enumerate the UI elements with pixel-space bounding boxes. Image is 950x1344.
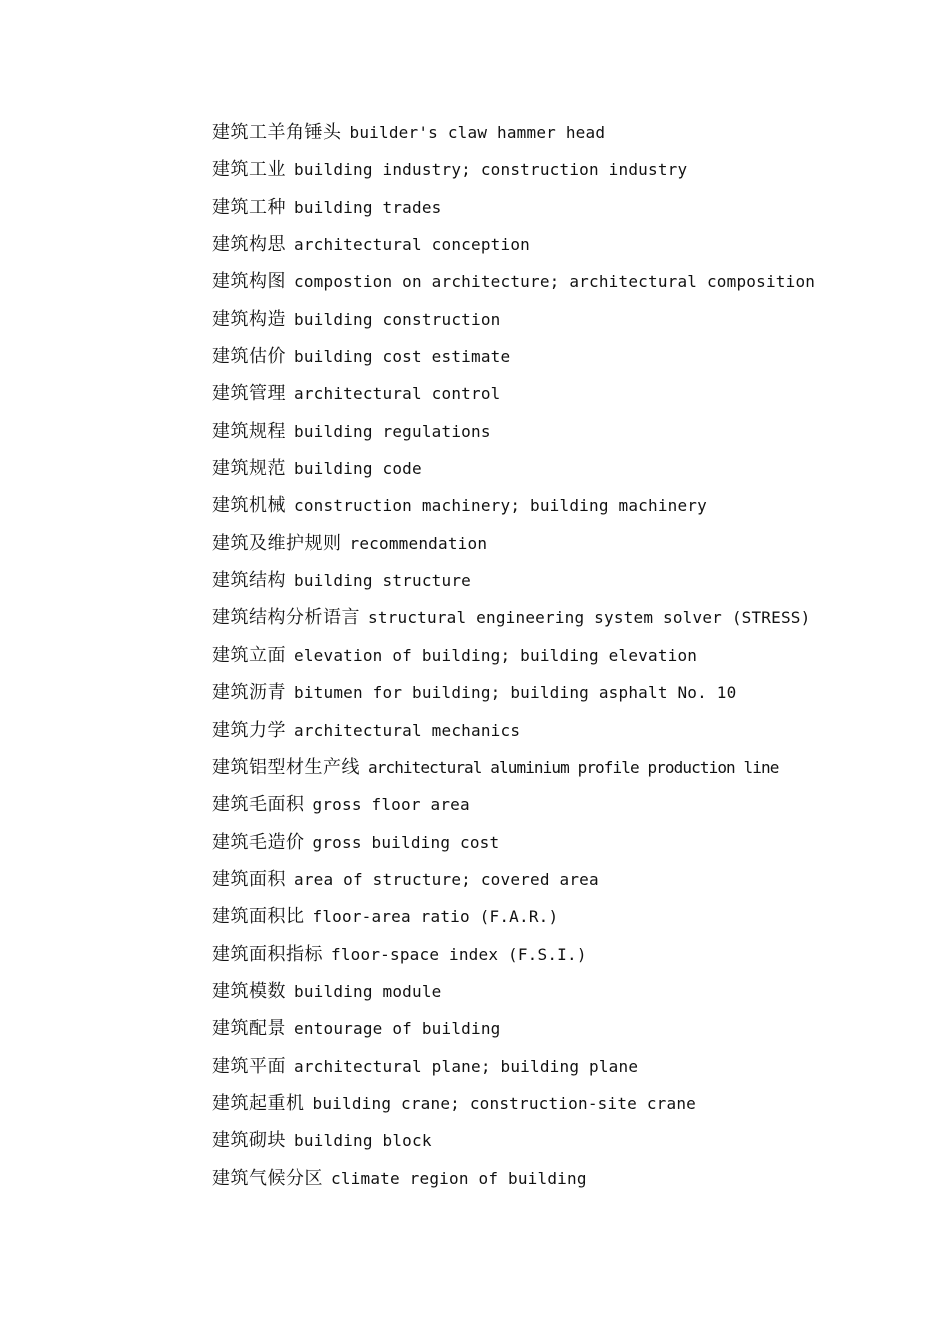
glossary-entry xyxy=(212,1085,912,1122)
term-english: building industry; construction industry xyxy=(294,160,688,180)
glossary-entry xyxy=(212,450,912,487)
term-chinese: 建筑面积指标 xyxy=(212,943,323,965)
glossary-entry xyxy=(212,1010,912,1047)
glossary-page xyxy=(212,114,912,1197)
term-english: building module xyxy=(294,981,442,1001)
term-english: building trades xyxy=(294,197,442,217)
term-english: construction machinery; building machinery xyxy=(294,496,707,516)
glossary-entry xyxy=(212,525,912,562)
glossary-entry xyxy=(212,898,912,935)
term-english: building cost estimate xyxy=(294,347,511,367)
glossary-entry xyxy=(212,263,912,300)
term-english: gross floor area xyxy=(312,795,470,815)
term-chinese: 建筑构图 xyxy=(212,271,286,293)
term-chinese: 建筑立面 xyxy=(212,644,286,666)
glossary-entry xyxy=(212,599,912,636)
term-english: recommendation xyxy=(349,533,488,553)
term-chinese: 建筑砌块 xyxy=(212,1130,286,1152)
term-chinese: 建筑结构 xyxy=(212,570,286,592)
term-chinese: 建筑估价 xyxy=(212,346,286,368)
term-chinese: 建筑平面 xyxy=(212,1055,286,1077)
term-chinese: 建筑铝型材生产线 xyxy=(212,756,360,778)
glossary-entry xyxy=(212,114,912,151)
term-english: building construction xyxy=(294,309,501,329)
term-chinese: 建筑工种 xyxy=(212,196,286,218)
glossary-entry xyxy=(212,674,912,711)
glossary-entry xyxy=(212,712,912,749)
glossary-entry xyxy=(212,1048,912,1085)
glossary-entry xyxy=(212,375,912,412)
term-english: compostion on architecture; architectural composition xyxy=(294,272,816,292)
glossary-entry xyxy=(212,973,912,1010)
term-chinese: 建筑规程 xyxy=(212,420,286,442)
term-english: building crane; construction-site crane xyxy=(312,1093,696,1113)
term-english: gross building cost xyxy=(312,832,500,852)
glossary-entry xyxy=(212,936,912,973)
glossary-entry xyxy=(212,151,912,188)
term-english: floor-area ratio (F.A.R.) xyxy=(312,907,559,927)
glossary-entry xyxy=(212,637,912,674)
term-english: building code xyxy=(294,459,422,479)
term-chinese: 建筑管理 xyxy=(212,383,286,405)
glossary-entry xyxy=(212,562,912,599)
term-english: floor-space index (F.S.I.) xyxy=(331,944,587,964)
glossary-entry xyxy=(212,1122,912,1159)
term-english: architectural mechanics xyxy=(294,720,521,740)
term-english: building block xyxy=(294,1131,432,1151)
term-english: elevation of building; building elevation xyxy=(294,645,698,665)
term-english: building regulations xyxy=(294,421,491,441)
glossary-entry xyxy=(212,861,912,898)
glossary-entry xyxy=(212,338,912,375)
term-chinese: 建筑及维护规则 xyxy=(212,532,342,554)
glossary-entry xyxy=(212,1160,912,1197)
glossary-entry xyxy=(212,749,912,786)
glossary-entry xyxy=(212,487,912,524)
glossary-entry xyxy=(212,413,912,450)
term-chinese: 建筑配景 xyxy=(212,1018,286,1040)
term-english: bitumen for building; building asphalt No. 10 xyxy=(294,683,737,703)
term-english: entourage of building xyxy=(294,1019,501,1039)
term-english: builder's claw hammer head xyxy=(349,123,606,142)
term-english: architectural control xyxy=(294,384,501,404)
term-chinese: 建筑规范 xyxy=(212,458,286,480)
term-chinese: 建筑模数 xyxy=(212,980,286,1002)
term-english: architectural aluminium profile production line xyxy=(368,757,779,777)
term-chinese: 建筑毛面积 xyxy=(212,794,305,816)
term-chinese: 建筑面积比 xyxy=(212,906,305,928)
term-chinese: 建筑构造 xyxy=(212,308,286,330)
term-chinese: 建筑毛造价 xyxy=(212,831,305,853)
glossary-entry xyxy=(212,824,912,861)
term-chinese: 建筑起重机 xyxy=(212,1092,305,1114)
term-chinese: 建筑力学 xyxy=(212,719,286,741)
term-english: area of structure; covered area xyxy=(294,869,599,889)
term-chinese: 建筑机械 xyxy=(212,495,286,517)
term-chinese: 建筑面积 xyxy=(212,868,286,890)
term-chinese: 建筑工羊角锤头 xyxy=(212,122,342,143)
glossary-entry xyxy=(212,786,912,823)
term-english: climate region of building xyxy=(331,1168,587,1188)
term-chinese: 建筑工业 xyxy=(212,159,286,181)
glossary-entry xyxy=(212,226,912,263)
term-english: architectural conception xyxy=(294,235,530,255)
term-english: building structure xyxy=(294,571,471,591)
term-chinese: 建筑结构分析语言 xyxy=(212,607,360,629)
term-english: structural engineering system solver (STRESS) xyxy=(368,608,811,628)
term-chinese: 建筑气候分区 xyxy=(212,1167,323,1189)
term-english: architectural plane; building plane xyxy=(294,1056,639,1076)
glossary-entry xyxy=(212,301,912,338)
term-chinese: 建筑构思 xyxy=(212,234,286,256)
term-chinese: 建筑沥青 xyxy=(212,682,286,704)
glossary-entry xyxy=(212,189,912,226)
